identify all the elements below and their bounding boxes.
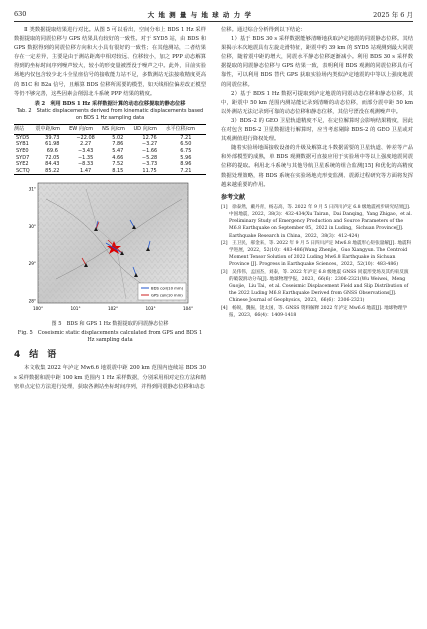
table-cell: 5.02 <box>112 134 124 141</box>
legend-bds: BDS coil(10 mm) <box>151 286 184 292</box>
x-tick-label: 100° <box>32 306 44 312</box>
table-cell: 4.66 <box>112 154 124 161</box>
table-cell: 12.76 <box>142 134 157 141</box>
table-cell: SYE0 <box>16 148 29 155</box>
table-cell: 7.21 <box>180 134 192 141</box>
table-cell: −3.27 <box>141 141 158 148</box>
table-cell: 8.96 <box>180 161 192 168</box>
table-cell: SYD5 <box>16 134 30 141</box>
table-row <box>14 148 206 155</box>
table-row <box>14 155 206 162</box>
table-header: 震中距/km <box>36 125 70 135</box>
table-cell: 6.50 <box>180 141 192 148</box>
table-cell: SYB1 <box>16 141 29 148</box>
table-cell: 8.15 <box>102 168 133 175</box>
table-cell: SYE2 <box>16 161 29 168</box>
paragraph: Ⅱ 类数据提取结果进行对比。从图 5 可以看出，空间分布上 BDS 1 Hz 采样数据提取的同震位移与 GPS 结果具有较好的一致性。对于 SYD5 站，由 BDS 和 GPS 数据得到的同震位移方向和大小具有很好的一致性；在其他测站，二者结果存在一定差异，主要是由于测站距离中相对较远、位移较小，加之 PPP 动态解算得到的坐标时间序列噪声较大，较小的形变量被湮没于噪声之中。此外，目前实验场地内仅包含较少北斗全星座信号的接收能力站不足，多数测站无法接收精度更高的 B1C 和 B2a 信号，且解算 BDS 位移所需要的模型，如天线相位偏差改正模型等仍不够完善，这些因素会削弱北斗系统 PPP 结果的精度。 <box>14 27 206 97</box>
running-header <box>14 8 413 20</box>
section-heading: 4 结 语 <box>14 350 57 361</box>
table-cell: 39.73 <box>45 134 60 141</box>
page-number: 630 <box>14 10 27 18</box>
figure-caption: 图 5 BDS 和 GPS 1 Hz 数据提取的同震静态位移 <box>51 321 169 328</box>
reference-list <box>221 204 413 319</box>
paragraph: 3）BDS-2 的 GEO 卫星轨道精度不足，在定位解算时会影响结果精度，因此在对包含 BDS-2 卫星数据进行解算时，应当考虑剔除 BDS-2 的 GEO 卫星或对其观测值进行降权处理。 <box>221 117 413 143</box>
displacement-table <box>14 124 206 175</box>
table-cell: −3.43 <box>77 148 94 155</box>
table-cell: SYD7 <box>16 154 30 161</box>
y-tick-label: 28° <box>28 298 36 304</box>
table-cell: 61.98 <box>45 141 60 148</box>
table-row <box>14 161 206 168</box>
table-header: NS 向/cm <box>102 125 133 135</box>
table-caption-en: Tab. 2 Static displacements derived from kinematic displacements based on BDS 1 Hz sampling data <box>16 108 204 122</box>
x-tick-label: 102° <box>107 306 119 312</box>
left-column <box>14 26 206 392</box>
table-row <box>14 168 206 175</box>
y-tick-label: 31° <box>28 186 36 192</box>
table-cell: −22.08 <box>76 134 95 141</box>
table-caption: 表 2 利用 BDS 1 Hz 采样数据计算的动态位移提取的静态位移 <box>34 100 186 107</box>
table-cell: −8.33 <box>77 161 94 168</box>
reference-item: [4] 杨锐，魏振，饶太国，等. GNSS 资料解释 2022 年泸定 Mw6.6 地震[J]. 地球物理学报，2023，66(4)：1409-1418 <box>221 305 408 318</box>
paragraph: 本文收集 2022 年泸定 Mw6.6 地震震中距 200 km 范围内连续站 BDS 30 s 采样数据和震中距 100 km 范围内 1 Hz 采样数据，分别采用相对定位方法和精密单点定位方法进行处理，获取各测站坐标时间序列，并得到同震静态位移和动态 <box>14 365 206 390</box>
figure-caption-en: Fig. 5 Coseismic static displacements calculated from GPS and BDS 1 Hz sampling data <box>17 330 203 344</box>
x-tick-label: 101° <box>70 306 81 312</box>
issue-date: 2025 年 6 月 <box>373 10 413 19</box>
table-header: UD 向/cm <box>133 125 165 135</box>
table-header: 水平位移/cm <box>166 125 206 135</box>
table-cell: 6.75 <box>180 148 192 155</box>
x-tick-label: 103° <box>145 306 156 312</box>
y-tick-label: 29° <box>28 261 36 267</box>
table-cell: 5.47 <box>112 148 124 155</box>
table-cell: 2.27 <box>80 141 92 148</box>
x-tick-label: 104° <box>182 306 194 312</box>
right-column <box>221 26 413 319</box>
table-cell: 84.43 <box>45 161 60 168</box>
paragraph: 2）基于 BDS 1 Hz 数据可提取到泸定地震的同震动态位移和静态位移，其中，距震中 50 km 范围内测站能记录到清晰的动态位移，而部分震中距 50 km 以外测站无法记录到可靠的动态位移和静态位移，其信号湮没在观测噪声中。 <box>221 90 413 115</box>
table-header: 测站 <box>14 125 36 135</box>
table-cell: 11.75 <box>133 168 165 175</box>
table-cell: −1.35 <box>77 154 94 161</box>
reference-item: [1] 徐泰然，戴丹青，杨志高，等. 2022 年 9 月 5 日四川泸定 6.8 级地震初步研究结果[J]. 中国地震，2022，38(3)：432-434(Xu Tairan，Dai Danqing，Yang Zhigao，et al. Preliminary Study of Emergency Production and Source Parameters of the M6.8 Earthquake on September 05，2022 in Luding，Sichuan Province[J]. Earthquake Research in China，2022，38(3)：412-424) <box>221 204 412 239</box>
reference-item: [2] 王卫民，郝金来，等. 2022 年 9 月 5 日四川泸定 Mw6.8 地震形心矩张量解[J]. 地震科学进展，2022，52(10)：483-486(Wang Zhenjie，Guo Xiangyun. The Centroid Moment Tensor Solution of 2022 Luding Mw6.8 Earthquake in Sichuan Province [J]. Progress in Earthquake Sciences，2022，52(10)：483-486) <box>221 240 412 268</box>
displacement-map-figure <box>26 179 194 319</box>
table-row <box>14 141 206 148</box>
references-heading: 参考文献 <box>221 193 246 201</box>
table-cell: 1.47 <box>69 168 102 175</box>
table-cell: 7.52 <box>112 161 124 168</box>
table-cell: 7.86 <box>112 141 124 148</box>
table-row <box>14 134 206 141</box>
y-tick-label: 30° <box>28 224 36 230</box>
table-cell: −5.28 <box>141 154 158 161</box>
paragraph: 位移。通过综合分析得到以下结论： <box>221 27 306 33</box>
table-cell: 85.22 <box>36 168 70 175</box>
table-cell: 7.21 <box>166 168 206 175</box>
reference-item: [3] 吴伟伟，孟国杰，刘泰，等. 2022 年泸定 6.8 级地震 GNSS 同震形变场及其约束反演的破裂滑动分布[J]. 地球物理学报，2023，66(6)：2306-2321(Wu Weiwei，Meng Guojie，Liu Tai，et al. Coseismic Displacement Field and Slip Distribution of the 2022 Luding M6.8 Earthquake Derived from GNSS Observations[J]. Chinese Journal of Geophysics，2023，66(6)：2306-2321) <box>221 269 409 304</box>
table-cell: 72.05 <box>45 154 60 161</box>
legend-gps: GPS coil(10 mm) <box>151 293 183 299</box>
table-cell: 69.6 <box>46 148 58 155</box>
table-cell: 5.96 <box>180 154 192 161</box>
displacement-map <box>26 179 194 319</box>
journal-title: 大 地 测 量 与 地 球 动 力 学 <box>147 10 252 19</box>
paragraph: 1）基于 BDS 30 s 采样数据能够清晰地获取泸定地震的同震静态位移。其结果揭示本次地震具有左旋走滑特征，距震中约 39 km 的 SYD5 站观测到最大同震位移，随着震中距的增大，同震水平静态位移逐渐减小。利用 BDS 30 s 采样数据提取的同震静态位移与 GPS 结果一致，表明利用 BDS 观测的同震位移具有可靠性，可以利用 BDS 替代 GPS 获取实验场内类似泸定地震的中等以上强度地震的同震位移。 <box>221 36 413 88</box>
table-cell: −3.73 <box>141 161 158 168</box>
paragraph: 随着实验场地面接收设备的升级及解算北斗数据需要的卫星轨道、钟差等产品和外部模型的成熟，单 BDS 观测数据可直接应用于实验场中等以上强度地震同震位移的提取。利用北斗系统与其他导航卫星系统的组合监测[15] 和优化的高精度数据处理策略，将 BDS 系统在实验场地壳形变监测、震源过程研究等方面将发挥越来越重要的作用。 <box>221 145 413 188</box>
header-rule <box>14 21 413 22</box>
table-cell: SCTQ <box>14 168 36 175</box>
table-cell: −1.66 <box>141 148 158 155</box>
table-header: EW 向/cm <box>69 125 102 135</box>
